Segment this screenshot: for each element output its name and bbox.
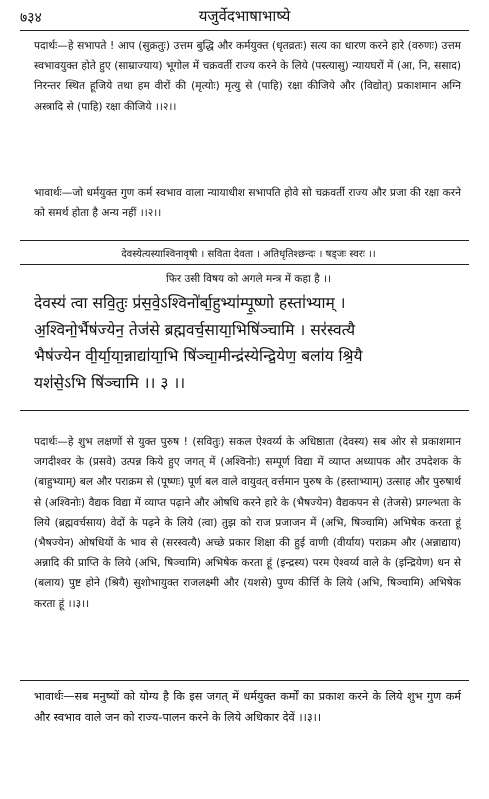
mantra-line: भैष॑ज्येन वी॒र्या॒या॒न्नाद्या॑या॒भि षि॑ञ्चा॒मीन्द्र॑स्येन्द्रि॒येण॒ बला॑य श्रि॒यै bbox=[34, 347, 363, 365]
page-header bbox=[20, 6, 469, 28]
bhavartha-paragraph-2: भावार्थः—जो धर्मयुक्त गुण कर्म स्वभाव वाला न्यायाधीश सभापति होवे सो चक्रवर्ती राज्य और प्रजा की रक्षा करने को समर्थ होता है अन्य नहीं ।।२।। bbox=[34, 187, 461, 220]
subheading: फिर उसी विषय को अगले मन्त्र में कहा है ।। bbox=[166, 273, 331, 285]
section-rule bbox=[20, 240, 469, 241]
running-title: यजुर्वेदभाषाभाष्ये bbox=[198, 7, 291, 25]
mantra-line: यश॑से॒ऽभि षि॑ञ्चामि ।। ३ ।। bbox=[34, 373, 186, 392]
padartha-paragraph-2: पदार्थः—हे सभापते ! आप (सुक्रतुः) उत्तम बुद्धि और कर्मयुक्त (धृतव्रतः) सत्य का धारण करने हारे (वरुणः) उत्तम स्वभावयुक्त होते हुए (साम्राज्याय) भूगोल में चक्रवर्ती राज्य करने के लिये (पस्त्यासु) न्यायघरों में (आ, नि, ससाद) निरन्तर स्थित हूजिये तथा हम वीरों की (मृत्योः) मृत्यु से (पाहि) रक्षा कीजिये और (विद्योत्) प्रकाशमान अग्नि अस्त्रादि से (पाहि) रक्षा कीजिये ।।२।। bbox=[34, 40, 461, 113]
mantra-metadata: देवस्येत्यस्याश्विनावृषी । सविता देवता । अतिधृतिश्छन्दः । षड्जः स्वरः ।। bbox=[121, 249, 376, 260]
padartha-paragraph-3: पदार्थः—हे शुभ लक्षणों से युक्त पुरुष ! (सवितुः) सकल ऐश्वर्य्य के अधिष्ठाता (देवस्य) सब ओर से प्रकाशमान जगदीश्वर के (प्रसवे) उत्पन्न किये हुए जगत् में (अश्विनोः) सम्पूर्ण विद्या में व्याप्त अध्यापक और उपदेशक के (बाहुभ्याम्) बल और पराक्रम से (पूष्णः) पूर्ण बल वाले वायुवत् वर्त्तमान पुरुष के (हस्ताभ्याम्) उत्साह और पुरुषार्थ से (अश्विनोः) वैद्यक विद्या में व्याप्त पढ़ाने और ओषधि करने हारे के (भैषज्येन) वैद्यकपन से (तेजसे) प्रगल्भता के लिये (ब्रह्मवर्चसाय) वेदों के पढ़ने के लिये (त्वा) तुझ को राज प्रजाजन में (अभि, षिञ्चामि) अभिषेक करता हूं (भैषज्येन) ओषधियों के भाव से (सरस्वत्यै) अच्छे प्रकार शिक्षा की हुई वाणी (वीर्याय) पराक्रम और (अन्नाद्याय) अन्नादि की प्राप्ति के लिये (अभि, षिञ्चामि) अभिषेक करता हूं (इन्द्रस्य) परम ऐश्वर्य्य वाले के (इन्द्रियेण) धन से (बलाय) पुष्ट होने (श्रियै) सुशोभायुक्त राजलक्ष्मी और (यशसे) पुण्य कीर्त्ति के लिये (अभि, षिञ्चामि) अभिषेक करता हूं ।।३।। bbox=[34, 436, 461, 610]
bhavartha-paragraph-3: भावार्थः—सब मनुष्यों को योग्य है कि इस जगत् में धर्मयुक्त कर्मों का प्रकाश करने के लिये शुभ गुण कर्म और स्वभाव वाले जन को राज्य-पालन करने के लिये अधिकार देवें ।।३।। bbox=[34, 690, 461, 724]
page-number: ७३४ bbox=[20, 10, 42, 26]
mantra-line: अ॒श्विनो॒र्भैष॑ज्येन॒ तेज॑से ब्रह्मवर्च॒साया॒भिषि॑ञ्चामि । सर॑स्वत्यै bbox=[34, 320, 356, 339]
section-rule-3 bbox=[20, 410, 469, 411]
section-rule-2 bbox=[20, 264, 469, 265]
section-rule-4 bbox=[20, 680, 469, 681]
mantra-text bbox=[34, 290, 463, 396]
header-rule bbox=[20, 30, 469, 31]
mantra-line: देवस्य॑ त्वा सवि॒तुः प्र॑स॒वे॒ऽश्विनो॑र्बा॒हुभ्या॑म्पू॒ष्णो हस्ता॑भ्याम् । bbox=[34, 294, 346, 312]
